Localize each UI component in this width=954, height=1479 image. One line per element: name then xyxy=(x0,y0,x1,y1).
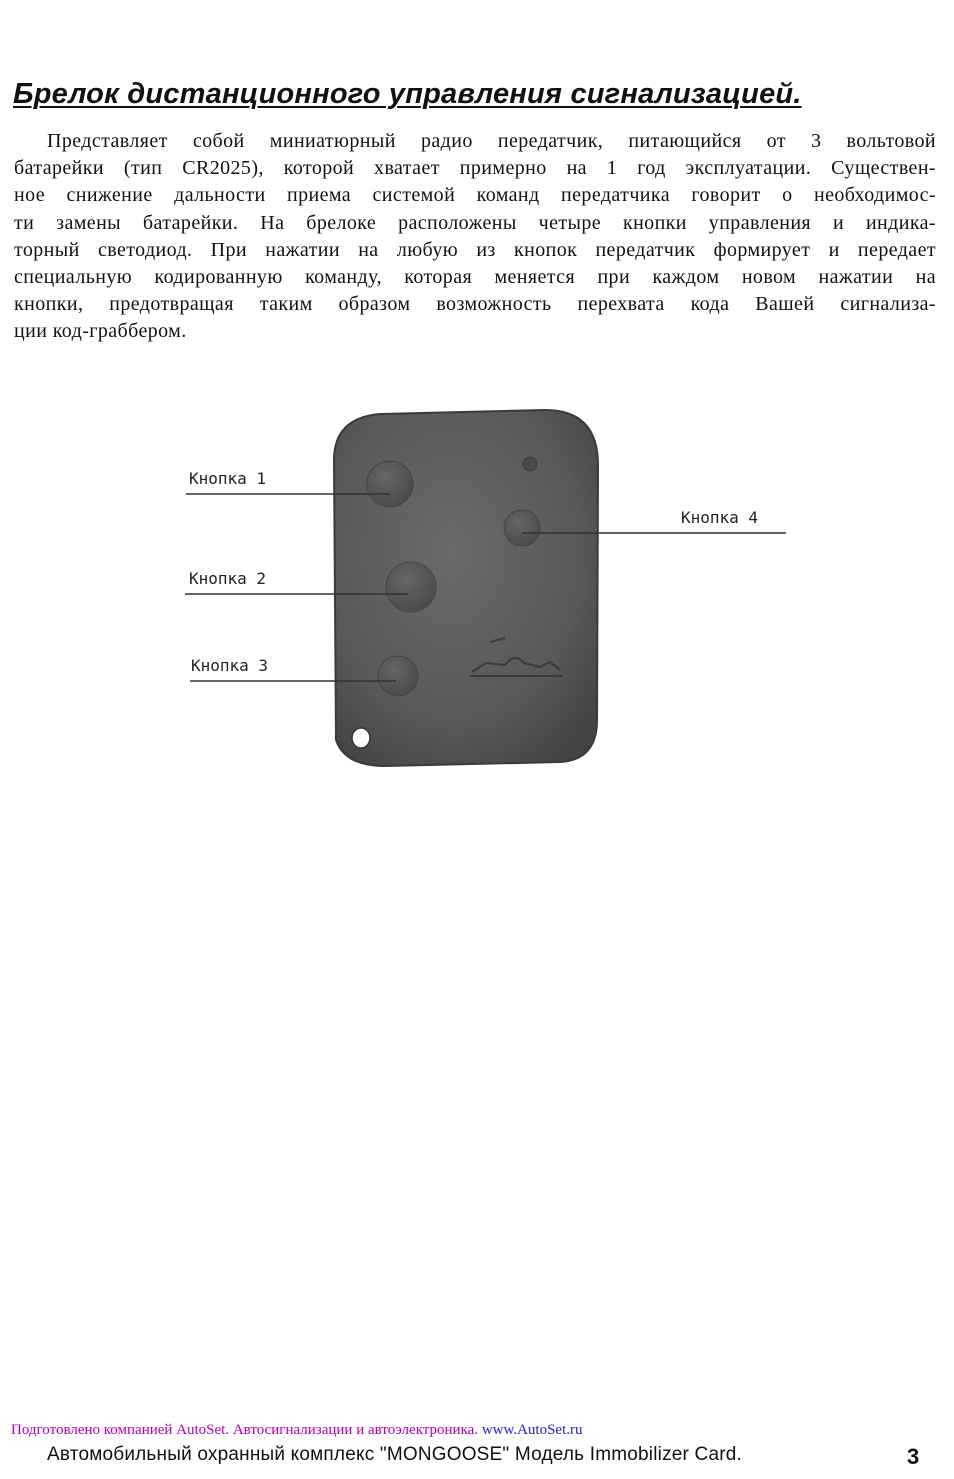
label-button-1: Кнопка 1 xyxy=(189,469,267,488)
keyring-hole xyxy=(352,728,370,748)
label-button-4: Кнопка 4 xyxy=(681,508,759,527)
key-fob-illustration xyxy=(0,380,954,800)
button-1 xyxy=(367,461,413,507)
label-button-3: Кнопка 3 xyxy=(191,656,269,675)
button-2 xyxy=(386,562,436,612)
credit-link[interactable]: www.AutoSet.ru xyxy=(481,1422,583,1438)
paragraph-line: торный светодиод. При нажатии на любую из кнопок передатчик формирует и передает xyxy=(14,238,936,261)
button-3 xyxy=(378,656,418,696)
fob-body xyxy=(334,410,598,766)
footer-title: Автомобильный охранный комплекс "MONGOOSE" Модель Immobilizer Card. xyxy=(47,1444,742,1465)
paragraph-line: батарейки (тип CR2025), которой хватает примерно на 1 год эксплуатации. Существен- xyxy=(14,157,936,180)
paragraph-line: ти замены батарейки. На брелоке расположены четыре кнопки управления и индика- xyxy=(14,211,936,234)
paragraph-line: кнопки, предотвращая таким образом возможность перехвата кода Вашей сигнализа- xyxy=(14,293,936,316)
paragraph-line: специальную кодированную команду, которая меняется при каждом новом нажатии на xyxy=(14,265,936,288)
led-indicator xyxy=(523,457,537,471)
page-number: 3 xyxy=(907,1444,920,1469)
paragraph-line: Представляет собой миниатюрный радио передатчик, питающийся от 3 вольтовой xyxy=(47,130,936,152)
paragraph-line: ное снижение дальности приема системой команд передатчика говорит о необходимос- xyxy=(14,184,936,207)
publisher-credit xyxy=(11,1422,583,1439)
key-fob-figure xyxy=(0,380,954,800)
paragraph-line: ции код-граббером. xyxy=(14,320,187,343)
page-heading: Брелок дистанционного управления сигнализацией. xyxy=(13,78,802,110)
label-button-2: Кнопка 2 xyxy=(189,569,267,588)
credit-text: Подготовлено компанией AutoSet. Автосигнализации и автоэлектроника. xyxy=(11,1422,482,1438)
description-paragraph xyxy=(14,128,936,346)
button-4 xyxy=(504,510,540,546)
